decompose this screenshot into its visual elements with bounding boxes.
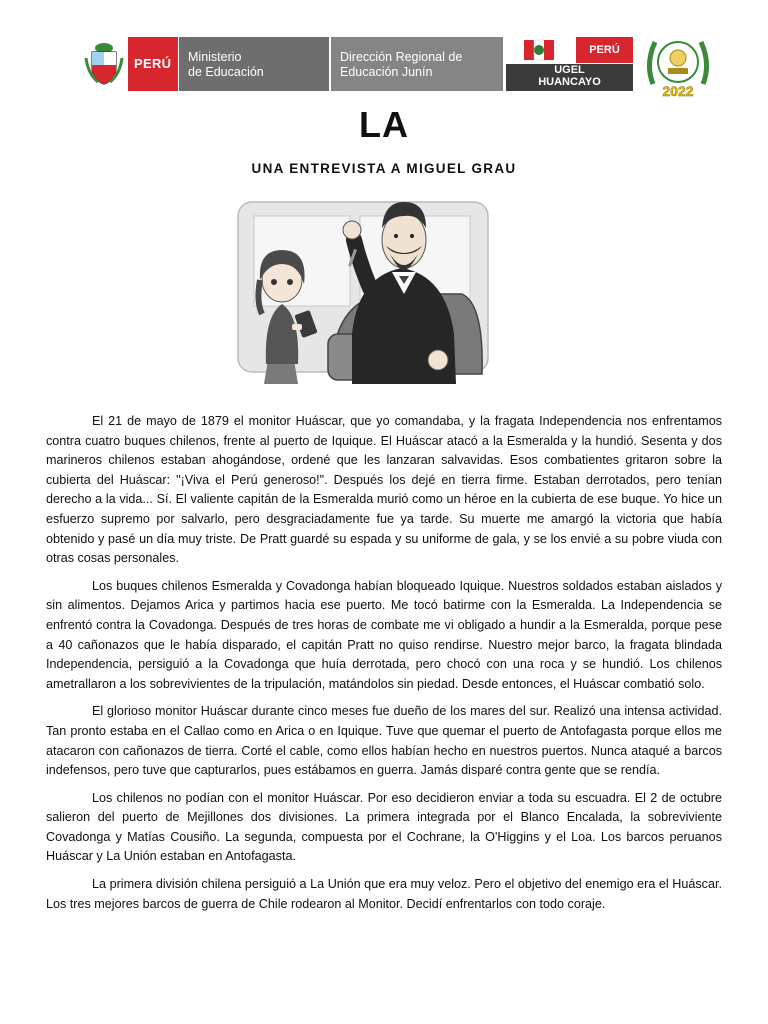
peru-label: PERÚ bbox=[134, 56, 172, 71]
peru-coat-of-arms-icon bbox=[84, 38, 124, 86]
peru-logo-block bbox=[128, 37, 178, 91]
badge-year: 2022 bbox=[662, 83, 694, 98]
dre-logo-block bbox=[331, 37, 503, 91]
ugel-logo-block bbox=[506, 37, 633, 91]
ugel-line1: UGEL bbox=[554, 64, 585, 76]
paragraph-4: Los chilenos no podían con el monitor Huáscar. Por eso decidieron enviar a toda su escuadra. El 2 de octubre salieron del puerto de Mejillones dos divisiones. La primera integrada por el Blanco Encalada, la sobreviviente Covadonga y Matías Cousiño. La segunda, compuesta por el Cochrane, la O'Higgins y el Loa. Los barcos peruanos Huáscar y La Unión estaban en Antofagasta. bbox=[46, 790, 722, 864]
paragraph-1: El 21 de mayo de 1879 el monitor Huáscar, que yo comandaba, y la fragata Independencia nos enfrentamos contra cuatro buques chilenos, frente al puerto de Iquique. El Huáscar atacó a la Esmeralda y la hundió. Sesenta y dos marineros chilenos estaban ahogándose, ordené que les lanzaran salvavidas. Esos combatientes gritaron sobre la cubierta del Huáscar: "¡Viva el Perú generoso!". Después los dejé en tierra firme. Estaban derrotados, pero tenían derecho a la vida... Sí. El valiente capitán de la Esmeralda murió como un héroe en la cubierta de ese buque. Yo hice un esfuerzo supremo por salvarlo, pero desgraciadamente fue ya tarde. Su muerte me amargó la victoria que había obtenido y pasé un día muy triste. De Pratt guardé su espada y su uniforme de gala, y se los envié a su pobre viuda con otras cosas personales. bbox=[46, 414, 722, 566]
header-logos bbox=[78, 34, 718, 98]
ugel-name bbox=[506, 64, 633, 91]
paragraph-2: Los buques chilenos Esmeralda y Covadonga habían bloqueado Iquique. Nuestros soldados estaban aislados y sin alimentos. Dejamos Arica y partimos hacia ese puerto. Me tocó batirme con la Esmeralda. La Independencia se enfrentó contra la Covadonga. Después de tres horas de combate me vi obligado a hundir a la Esmeralda, porque pese a 40 cañonazos que le había disparado, el capitán Pratt no quiso rendirse. Nuestro mejor barco, la fragata blindada Independencia, persiguió a la Covadonga que huía derrotada, pero chocó con una roca y se hundió. Los chilenos ametrallaron a los sobrevivientes de la tripulación, matándolos sin piedad. Desde entonces, el Huáscar combatió solo. bbox=[46, 578, 722, 691]
ministry-line2: de Educación bbox=[188, 65, 264, 79]
ministry-logo-block bbox=[179, 37, 329, 91]
ministry-line1: Ministerio bbox=[188, 50, 242, 64]
page-subtitle: UNA ENTREVISTA A MIGUEL GRAU bbox=[251, 161, 517, 176]
paragraph-3: El glorioso monitor Huáscar durante cinco meses fue dueño de los mares del sur. Realizó una intensa actividad. Tan pronto estaba en el Callao como en Arica o en Iquique. Tuve que quemar el puerto de Antofagasta porque ellos me atacaron con cañonazos de tierra. Corté el cable, como ellos habían hecho en nuestros puertos. Nunca ataqué a barcos indefensos, pero tuve que capturarlos, pues estábamos en guerra. Jamás disparé contra gente que se rendía. bbox=[46, 704, 722, 778]
ugel-peru-label: PERÚ bbox=[576, 37, 633, 63]
dre-line2: Educación Junín bbox=[340, 65, 433, 79]
page-title: LA bbox=[359, 104, 409, 145]
school-badge-icon bbox=[643, 34, 713, 98]
dre-line1: Dirección Regional de bbox=[340, 50, 463, 64]
document-body bbox=[46, 412, 722, 922]
ugel-crest-icon bbox=[516, 38, 562, 62]
ugel-line2: HUANCAYO bbox=[538, 76, 601, 88]
grau-interview-illustration bbox=[232, 184, 494, 398]
paragraph-5: La primera división chilena persiguió a La Unión que era muy veloz. Pero el objetivo del enemigo era el Huáscar. Los tres mejores barcos de guerra de Chile rodearon al Monitor. Decidí enfrentarlos con todo coraje. bbox=[46, 877, 722, 911]
